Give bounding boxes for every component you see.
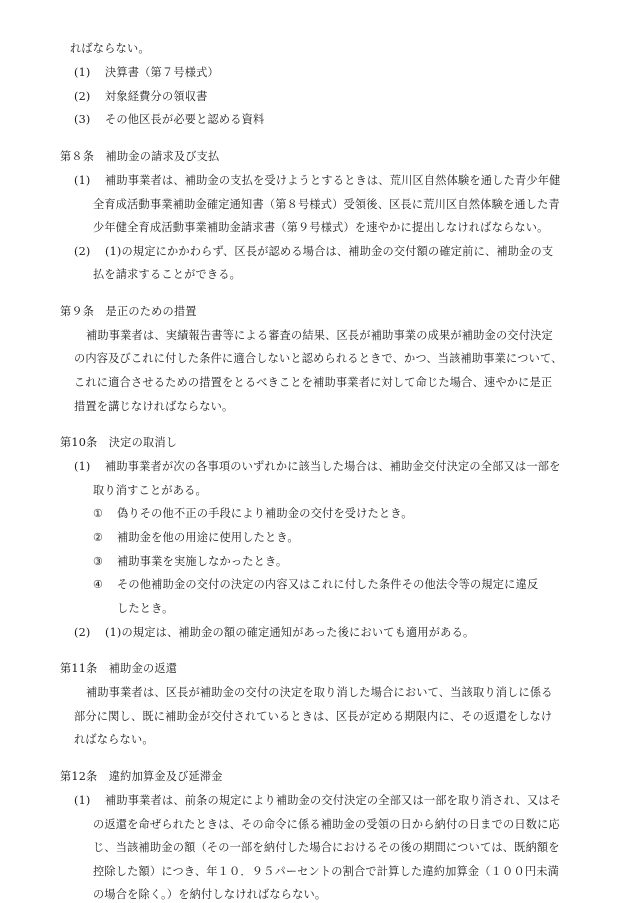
sub-number: ③ — [93, 555, 104, 568]
item-line: 補助事業者は、補助金の支払を受けようとするときは、荒川区自然体験を通した青少年健 — [105, 174, 561, 187]
sub-number: ① — [93, 507, 104, 520]
item-line: の場合を除く。）を納付しなければならない。 — [93, 888, 327, 901]
item-line: 全育成活動事業補助金確定通知書（第８号様式）受領後、区長に荒川区自然体験を通した青 — [93, 198, 560, 211]
article-9-line: の内容及びこれに付した条件に適合しないと認められるときで、かつ、当該補助事業について、 — [74, 352, 563, 365]
article-8-item-2 — [74, 245, 553, 259]
sub-line: 補助金を他の用途に使用したとき。 — [117, 531, 299, 544]
continuation-text: ればならない。 — [70, 42, 150, 55]
item-text: 決算書（第７号様式） — [105, 66, 219, 79]
sub-line: したとき。 — [117, 602, 174, 615]
item-line: 補助事業者は、前条の規定により補助金の交付決定の全部又は一部を取り消され、又はそ — [105, 794, 562, 807]
article-11-line: 補助事業者は、区長が補助金の交付の決定を取り消した場合において、当該取り消しに係る — [86, 686, 553, 699]
sub-item — [93, 578, 538, 592]
item-number: (1) — [74, 460, 91, 473]
article-10-item-2 — [74, 626, 474, 640]
item-line: 補助事業者が次の各事項のいずれかに該当した場合は、補助金交付決定の全部又は一部を — [105, 460, 561, 473]
article-9-line: 補助事業者は、実績報告書等による審査の結果、区長が補助事業の成果が補助金の交付決定 — [86, 329, 553, 342]
item-number: (1) — [74, 174, 91, 187]
article-8-title: 第８条 補助金の請求及び支払 — [60, 150, 220, 163]
item-number: (1) — [74, 794, 91, 807]
item-number: (2) — [74, 626, 91, 639]
article-10-title: 第10条 決定の取消し — [60, 436, 178, 449]
item-line: (1)の規定にかかわらず、区長が認める場合は、補助金の交付額の確定前に、補助金の支 — [105, 245, 554, 258]
item-number: (2) — [74, 245, 91, 258]
list-item — [74, 66, 219, 80]
sub-item — [93, 531, 299, 545]
article-9-line: これに適合させるための措置をとるべきことを補助事業者に対して命じた場合、速やかに是正 — [74, 376, 553, 389]
article-9-title: 第９条 是正のための措置 — [60, 305, 197, 318]
list-item — [74, 90, 208, 104]
sub-item — [93, 507, 413, 521]
item-line: じ、当該補助金の額（その一部を納付した場合におけるその後の期間については、既納額を — [93, 841, 560, 854]
article-10-item-1 — [74, 460, 561, 474]
item-line: 控除した額）につき、年１０．９５パーセントの割合で計算した違約加算金（１００円未満 — [93, 865, 559, 878]
sub-line: その他補助金の交付の決定の内容又はこれに付した条件その他法令等の規定に違反 — [117, 578, 539, 591]
item-line: の返還を命ぜられたときは、その命令に係る補助金の受領の日から納付の日までの日数に応 — [93, 818, 560, 831]
article-11-line: 部分に関し、既に補助金が交付されているときは、区長が定める期限内に、その返還をしなけ — [74, 710, 553, 723]
item-line: 取り消すことがある。 — [93, 484, 207, 497]
item-number: (3) — [74, 113, 91, 126]
article-9-line: 措置を講じなければならない。 — [74, 400, 234, 413]
item-line: (1)の規定は、補助金の額の確定通知があった後においても適用がある。 — [105, 626, 475, 639]
sub-number: ② — [93, 531, 104, 544]
item-number: (1) — [74, 66, 91, 79]
list-item — [74, 113, 264, 127]
article-11-line: ればならない。 — [74, 733, 154, 746]
item-text: その他区長が必要と認める資料 — [105, 113, 265, 126]
item-number: (2) — [74, 90, 91, 103]
item-line: 少年健全育成活動事業補助金請求書（第９号様式）を速やかに提出しなければならない。 — [93, 221, 549, 234]
sub-number: ④ — [93, 578, 104, 591]
sub-line: 補助事業を実施しなかったとき。 — [117, 555, 288, 568]
article-12-title: 第12条 違約加算金及び延滞金 — [60, 770, 223, 783]
article-11-title: 第11条 補助金の返還 — [60, 662, 178, 675]
sub-line: 偽りその他不正の手段により補助金の交付を受けたとき。 — [117, 507, 413, 520]
article-12-item-1 — [74, 794, 561, 808]
item-line: 払を請求することができる。 — [93, 268, 242, 281]
article-8-item-1 — [74, 174, 561, 188]
sub-item — [93, 555, 287, 569]
item-text: 対象経費分の領収書 — [105, 90, 208, 103]
